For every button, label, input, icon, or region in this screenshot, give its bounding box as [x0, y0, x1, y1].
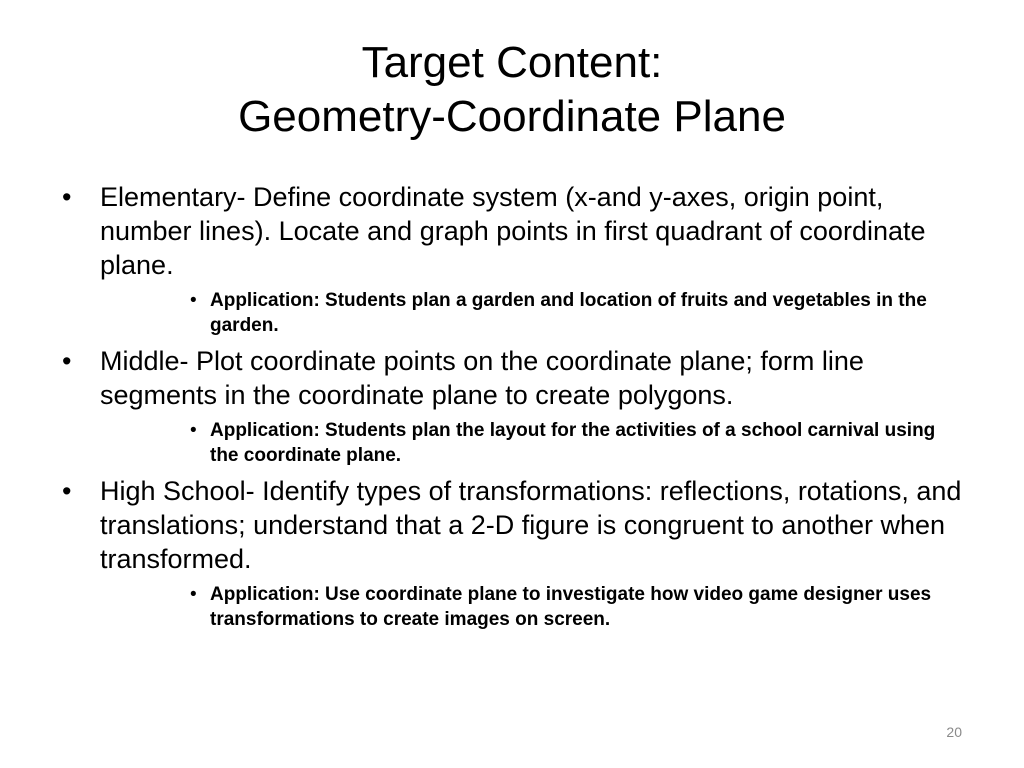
bullet-dot-icon: • — [190, 420, 197, 441]
bullet-dot-icon: • — [62, 182, 72, 212]
bullet-dot-icon: • — [62, 476, 72, 506]
bullet-text: Elementary- Define coordinate system (x-and y-axes, origin point, number lines). Locate and graph points in first quadrant of coordinate plane. — [100, 182, 926, 280]
title-line-2: Geometry-Coordinate Plane — [238, 92, 786, 141]
bullet-text: High School- Identify types of transformations: reflections, rotations, and translations; understand that a 2-D figure is congruent to another when transformed. — [100, 476, 962, 574]
slide-title — [0, 36, 1024, 144]
title-line-1: Target Content: — [361, 38, 663, 87]
bullet-dot-icon: • — [190, 584, 197, 605]
bullet-text: Middle- Plot coordinate points on the coordinate plane; form line segments in the coordinate plane to create polygons. — [100, 346, 864, 410]
sub-bullet-middle — [190, 418, 940, 468]
slide-content — [62, 180, 962, 638]
bullet-middle — [62, 344, 962, 412]
sub-bullet-elementary — [190, 288, 940, 338]
bullet-elementary — [62, 180, 962, 282]
bullet-dot-icon: • — [190, 290, 197, 311]
sub-bullet-text: Application: Use coordinate plane to investigate how video game designer uses transformations to create images on screen. — [210, 584, 932, 630]
sub-bullet-high-school — [190, 582, 940, 632]
page-number: 20 — [946, 724, 962, 740]
bullet-dot-icon: • — [62, 346, 72, 376]
sub-bullet-text: Application: Students plan the layout for the activities of a school carnival using the coordinate plane. — [210, 420, 936, 466]
bullet-high-school — [62, 474, 962, 576]
sub-bullet-text: Application: Students plan a garden and location of fruits and vegetables in the garden. — [210, 290, 927, 336]
